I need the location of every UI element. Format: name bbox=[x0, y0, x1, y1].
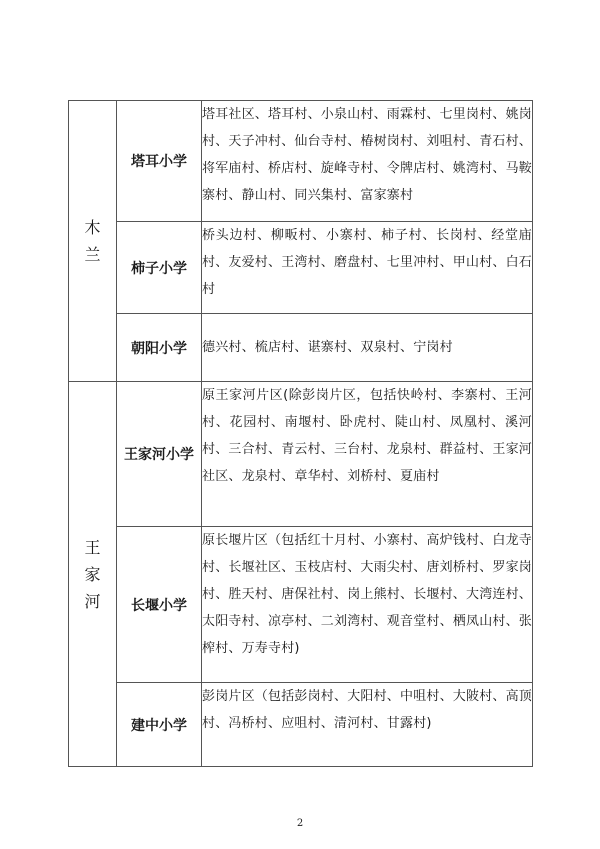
town-name: 王家河 bbox=[84, 537, 101, 611]
page-number: 2 bbox=[296, 818, 304, 829]
school-name: 柿子小学 bbox=[117, 222, 202, 314]
table-row bbox=[69, 314, 533, 382]
school-name: 长堰小学 bbox=[117, 527, 202, 683]
catchment-area: 桥头边村、柳畈村、小寨村、柿子村、长岗村、经堂庙村、友爱村、王湾村、磨盘村、七里冲村、甲山村、白石村 bbox=[202, 222, 533, 314]
town-cell-mulan bbox=[69, 101, 117, 382]
table-row bbox=[69, 683, 533, 767]
catchment-area: 塔耳社区、塔耳村、小泉山村、雨霖村、七里岗村、姚岗村、天子冲村、仙台寺村、椿树岗村、刘咀村、青石村、将军庙村、桥店村、旋峰寺村、令牌店村、姚湾村、马鞍寨村、静山村、同兴集村、富家寨村 bbox=[202, 101, 533, 222]
catchment-area: 德兴村、梳店村、谌寨村、双泉村、宁岗村 bbox=[202, 314, 533, 382]
school-zone-table bbox=[68, 100, 533, 767]
table-row bbox=[69, 222, 533, 314]
school-name: 王家河小学 bbox=[117, 382, 202, 527]
catchment-area: 彭岗片区（包括彭岗村、大阳村、中咀村、大陂村、高顶村、冯桥村、应咀村、清河村、甘露村) bbox=[202, 683, 533, 767]
catchment-area: 原王家河片区(除彭岗片区，包括快岭村、李寨村、王河村、花园村、南堰村、卧虎村、陡山村、凤凰村、溪河村、三合村、青云村、三台村、龙泉村、群益村、王家河社区、龙泉村、章华村、刘桥村、夏庙村 bbox=[202, 382, 533, 527]
school-name: 建中小学 bbox=[117, 683, 202, 767]
table-row bbox=[69, 382, 533, 527]
school-name: 塔耳小学 bbox=[117, 101, 202, 222]
table-row bbox=[69, 101, 533, 222]
town-cell-wangjiahe bbox=[69, 382, 117, 767]
catchment-area: 原长堰片区（包括红十月村、小寨村、高炉钱村、白龙寺村、长堰社区、玉枝店村、大雨尖村、唐刘桥村、罗家岗村、胜天村、唐保社村、岗上熊村、长堰村、大湾连村、太阳寺村、凉亭村、二刘湾村、观音堂村、栖凤山村、张榨村、万寿寺村) bbox=[202, 527, 533, 683]
table-row bbox=[69, 527, 533, 683]
town-name: 木兰 bbox=[84, 218, 101, 264]
school-name: 朝阳小学 bbox=[117, 314, 202, 382]
